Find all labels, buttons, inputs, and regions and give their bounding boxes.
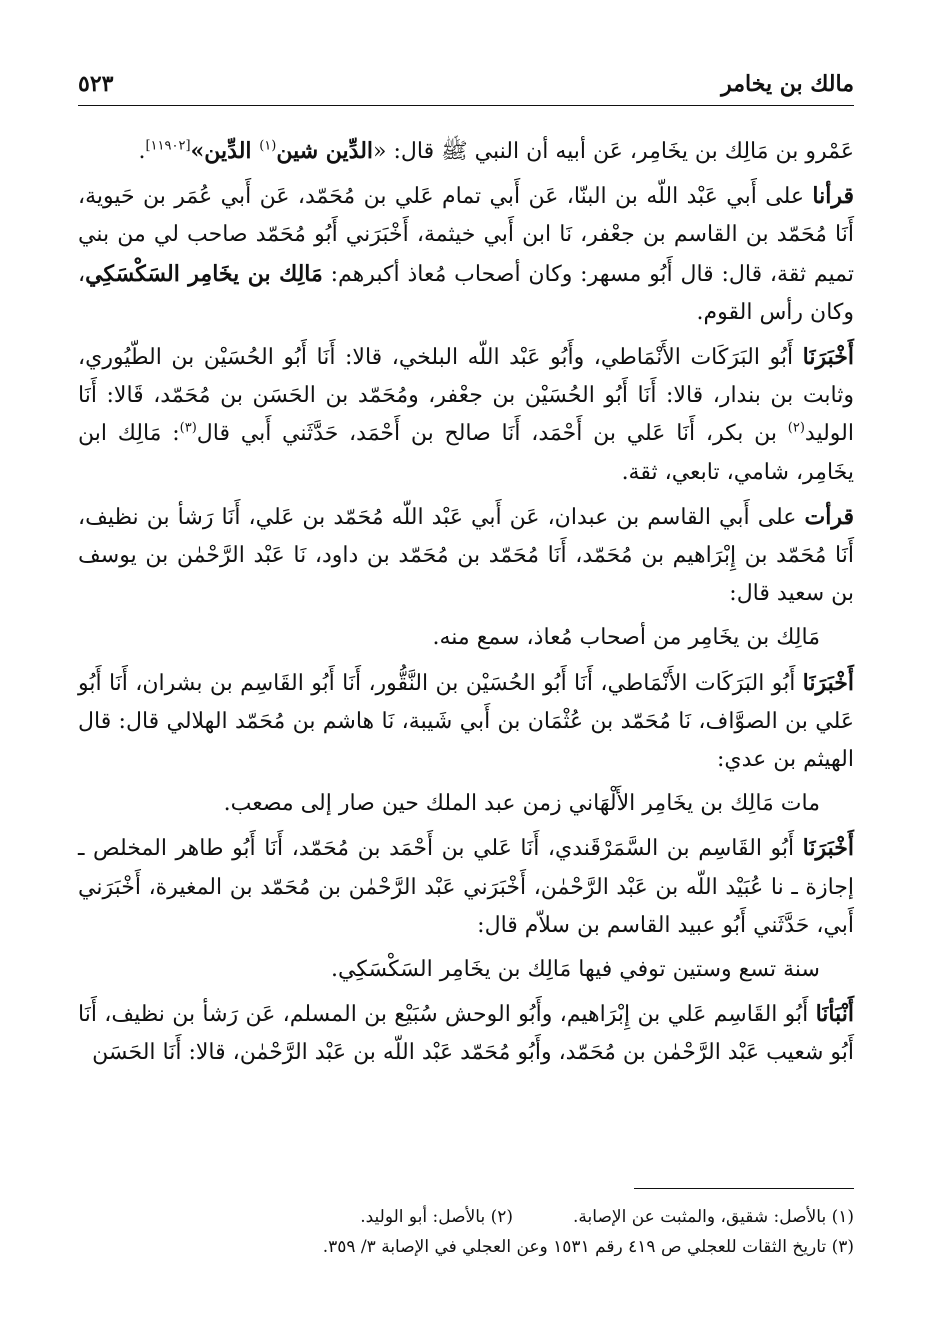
footnote-2: (٢) بالأصل: أبو الوليد.	[360, 1207, 514, 1227]
p3-lead: أَخْبَرَنَا	[802, 344, 854, 371]
p6-text: أَبُو البَرَكَات الأَنْمَاطي، أَنَا أَبُو الحُسَيْن بن النَّقُّور، أَنَا أَبُو القَاسِم بن بشران، أَنَا أَبُو عَلي بن الصوَّاف، نَا مُحَمّد بن عُثْمَان بن أَبي شَيبة، نَا هاشم بن مُحَمّد الهلالي قال: قال الهيثم بن عدي:	[78, 670, 854, 773]
paragraph-9	[78, 951, 854, 989]
footnote-1: (١) بالأصل: شقيق، والمثبت عن الإصابة.	[573, 1207, 854, 1227]
p1-reference-number: [١١٩٠٢]	[145, 138, 191, 154]
p1-end: .	[138, 139, 146, 164]
footnote-ref-3: (٣)	[179, 421, 197, 437]
p2-text: على أَبي عَبْد اللّه بن البنّا، عَن أَبي تمام عَلي بن مُحَمّد، عَن أَبي عُمَر بن حَيوية، أَنَا مُحَمّد بن القاسم بن جعْفر، نَا ابن أَبي خيثمة، أَخْبَرَني أَبُو مُحَمّد صاحب لي من بني تميم ثقة، قال: قال أَبُو مسهر: وكان أصحاب مُعاذ أكبرهم:	[78, 184, 855, 287]
body-text	[78, 132, 854, 1079]
footnote-row-2	[78, 1232, 854, 1262]
paragraph-10	[78, 995, 854, 1072]
p7-text: مات مَالِك بن يخَامِر الأَلْهَاني زمن عبد الملك حين صار إلى مصعب.	[223, 791, 820, 817]
paragraph-8	[78, 829, 854, 945]
footnotes	[78, 1202, 854, 1262]
paragraph-7	[78, 785, 854, 823]
p1-close: »	[190, 138, 205, 164]
p6-lead: أَخْبَرَنَا	[802, 669, 854, 696]
p4-text: على أَبي القاسم بن عبدان، عَن أَبي عَبْد اللّه مُحَمّد بن عَلي، أَنَا رَشأ بن نظيف، أَنَا مُحَمّد بن إِبْرَاهيم بن مُحَمّد، أَنَا مُحَمّد بن مُحَمّد بن داود، نَا عَبْد الرَّحْمٰن بن يوسف بن سعيد قال:	[78, 504, 854, 607]
p1-quote-2: الدِّين	[204, 138, 260, 164]
running-title: مالك بن يخامر	[721, 71, 854, 97]
p1-quote: الدِّين شين	[276, 138, 374, 164]
footnote-divider	[634, 1188, 854, 1189]
p2-end: ، وكان رأس القوم.	[78, 261, 854, 325]
footnote-row-1	[78, 1202, 854, 1232]
p8-lead: أَخْبَرَنَا	[802, 835, 854, 862]
p2-bold: مَالِك بن يخَامِر السَكْسَكِي	[85, 260, 323, 287]
p5-text: مَالِك بن يخَامِر من أصحاب مُعاذ، سمع منه.	[432, 625, 820, 651]
p8-text: أَبُو القَاسِم بن السَّمَرْقَندي، أَنَا عَلي بن أَحْمَد بن مُحَمّد، أَنَا أَبُو طاهر المخلص ـ إجازة ـ نا عُبَيْد اللّه بن عَبْد الرَّحْمٰن، أَخْبَرَني عَبْد الرَّحْمٰن بن مُحَمّد بن المغيرة، أَخْبَرَني أَبي، حَدَّثَني أَبُو عبيد القاسم بن سلاّم قال:	[78, 836, 854, 938]
p1-text: عَمْرو بن مَالِك بن يخَامِر، عَن أبيه أن النبي ﷺ قال: «	[373, 139, 854, 164]
p2-lead: قرأنا	[812, 183, 854, 210]
paragraph-6	[78, 664, 854, 780]
p4-lead: قرأت	[804, 503, 854, 530]
footnote-ref-1: (١)	[259, 138, 277, 154]
p9-text: سنة تسع وستين توفي فيها مَالِك بن يخَامِر السَكْسَكِي.	[331, 957, 820, 983]
p3-text-3: : مَالِك ابن يخَامِر، شامي، تابعي، ثقة.	[78, 421, 854, 485]
page-number: ٥٢٣	[78, 71, 114, 97]
paragraph-4	[78, 498, 854, 614]
paragraph-5	[78, 619, 854, 657]
paragraph-1	[78, 132, 854, 171]
p10-text: أَبُو القَاسِم عَلي بن إِبْرَاهيم، وأَبُو الوحش سُبَيْع بن المسلم، عَن رَشأ بن نظيف، أَنَا أَبُو شعيب عَبْد الرَّحْمٰن بن مُحَمّد، وأَبُو مُحَمّد عَبْد اللّه بن عَبْد الرَّحْمٰن، قالا: أَنَا الحَسَن	[78, 1002, 854, 1066]
paragraph-2	[78, 177, 854, 332]
page-header	[78, 66, 854, 106]
p3-text-2: بن بكر، أَنَا عَلي بن أَحْمَد، أَنَا صالح بن أَحْمَد، حَدَّثَني أَبي قال	[196, 421, 788, 447]
footnote-ref-2: (٢)	[787, 421, 805, 437]
paragraph-3	[78, 338, 854, 492]
footnote-3: (٣) تاريخ الثقات للعجلي ص ٤١٩ رقم ١٥٣١ وعن العجلي في الإصابة ٣/ ٣٥٩.	[322, 1237, 854, 1257]
p10-lead: أَنْبَأنَا	[815, 1001, 854, 1028]
p3-text: أَبُو البَرَكَات الأَنْمَاطي، وأَبُو عَبْد اللّه البلخي، قالا: أَنَا أَبُو الحُسَيْن بن الطّيُوري، وثابت بن بندار، قالا: أَنَا أَبُو الحُسَيْن بن جعْفر، ومُحَمّد بن الحَسَن بن مُحَمّد، قَالا: أَنَا الوليد	[78, 345, 854, 447]
